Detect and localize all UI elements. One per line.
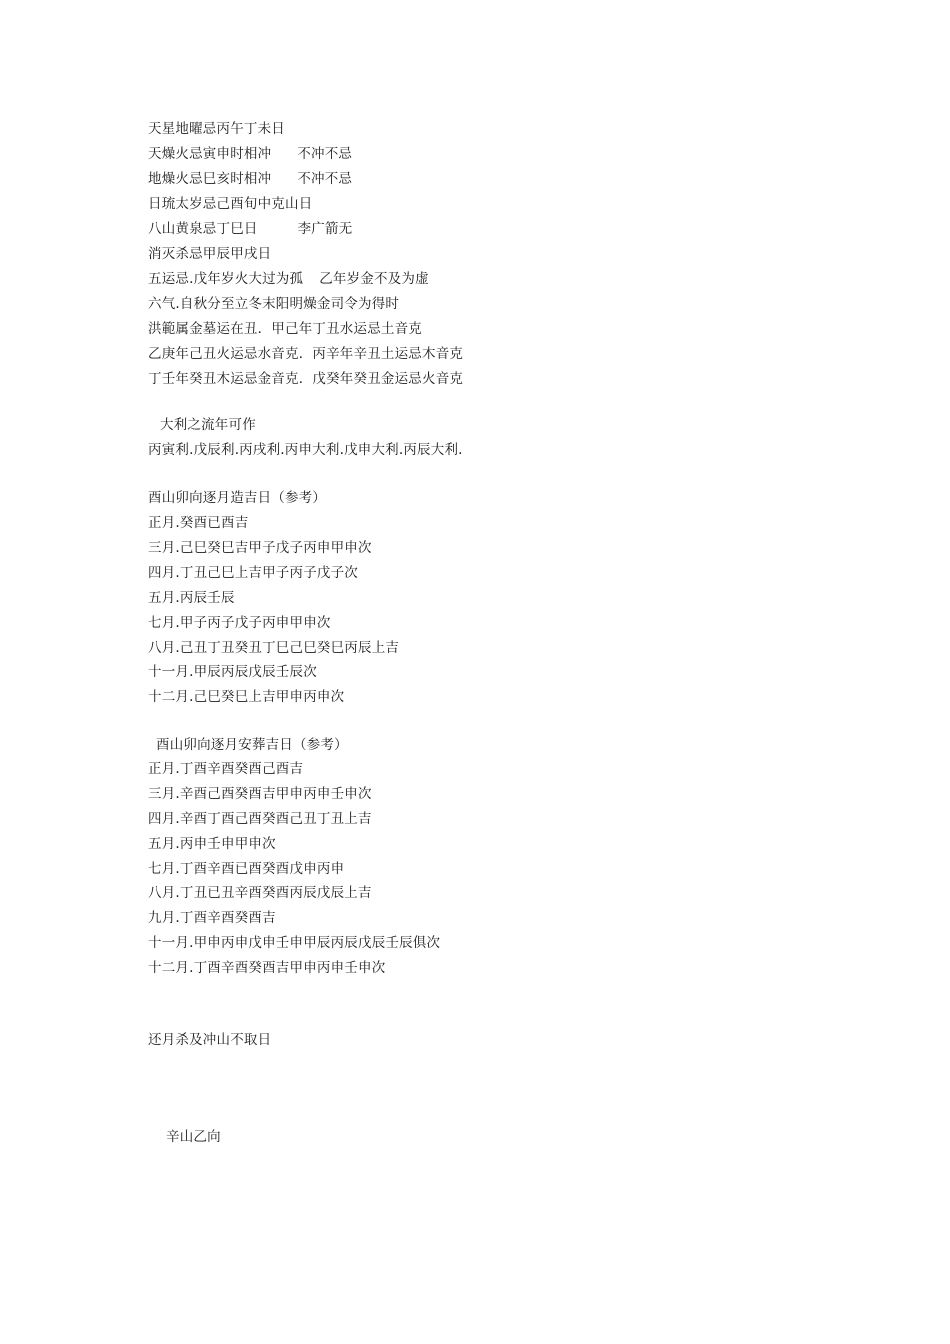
text-line: 四月.辛酉丁酉己酉癸酉己丑丁丑上吉 <box>148 811 372 827</box>
text-line <box>148 145 352 163</box>
text-line: 三月.己巳癸巳吉甲子戊子丙申甲申次 <box>148 540 372 556</box>
text-line <box>148 120 285 138</box>
text-span: 地燥火忌巳亥时相冲 <box>148 171 272 187</box>
text-line <box>148 320 422 338</box>
section-heading: 酉山卯向逐月安葬吉日（参考） <box>156 737 348 753</box>
text-line: 四月.丁丑己巳上吉甲子丙子戊子次 <box>148 565 358 581</box>
text-span: 洪範属金墓运在丑．甲己年丁丑水运忌土音克 <box>148 321 422 337</box>
text-line: 五月.丙申壬申甲申次 <box>148 836 276 852</box>
text-span: 天燥火忌寅申时相冲 <box>148 146 272 162</box>
text-span: 乙庚年己丑火运忌水音克．丙辛年辛丑土运忌木音克 <box>148 346 464 362</box>
text-line <box>148 370 463 388</box>
text-span: 不冲不忌 <box>297 171 353 187</box>
text-line: 十二月.己巳癸巳上吉甲申丙申次 <box>148 689 345 705</box>
text-span: 五运忌.戊年岁火大过为孤 <box>148 271 304 287</box>
text-line: 九月.丁酉辛酉癸酉吉 <box>148 910 276 926</box>
section-heading: 酉山卯向逐月造吉日（参考） <box>148 490 327 506</box>
text-span: 不冲不忌 <box>297 146 353 162</box>
text-line <box>148 270 429 288</box>
text-line: 丙寅利.戊辰利.丙戌利.丙申大利.戊申大利.丙辰大利. <box>148 442 463 458</box>
text-line: 还月杀及冲山不取日 <box>148 1032 272 1048</box>
text-line <box>148 295 399 313</box>
text-line: 十二月.丁酉辛酉癸酉吉甲申丙申壬申次 <box>148 960 386 976</box>
text-line: 八月.丁丑已丑辛酉癸酉丙辰戊辰上吉 <box>148 885 372 901</box>
text-line <box>148 195 312 213</box>
text-span: 李广箭无 <box>297 221 353 237</box>
text-line: 正月.丁酉辛酉癸酉己酉吉 <box>148 761 304 777</box>
section-heading: 大利之流年可作 <box>160 417 256 433</box>
text-line <box>148 245 271 263</box>
text-span: 乙年岁金不及为虚 <box>319 271 429 287</box>
text-line <box>148 220 352 238</box>
text-span: 丁壬年癸丑木运忌金音克．戊癸年癸丑金运忌火音克 <box>148 371 464 387</box>
text-line: 十一月.甲申丙申戊申壬申甲辰丙辰戊辰壬辰俱次 <box>148 935 441 951</box>
text-line: 七月.丁酉辛酉已酉癸酉戊申丙申 <box>148 861 345 877</box>
section-heading: 辛山乙向 <box>166 1129 221 1145</box>
text-line: 五月.丙辰壬辰 <box>148 590 235 606</box>
text-line: 十一月.甲辰丙辰戊辰壬辰次 <box>148 664 317 680</box>
text-line: 七月.甲子丙子戊子丙申甲申次 <box>148 615 331 631</box>
text-span: 消灭杀忌甲辰甲戌日 <box>148 246 272 262</box>
text-line: 八月.己丑丁丑癸丑丁巳己巳癸巳丙辰上吉 <box>148 640 400 656</box>
text-span: 八山黄泉忌丁巳日 <box>148 221 258 237</box>
text-line <box>148 345 463 363</box>
text-span: 日琉太岁忌己酉旬中克山日 <box>148 196 313 212</box>
text-line: 正月.癸酉已酉吉 <box>148 515 249 531</box>
text-span: 天星地曜忌丙午丁未日 <box>148 121 285 137</box>
text-line: 三月.辛酉己酉癸酉吉甲申丙申壬申次 <box>148 786 372 802</box>
text-line <box>148 170 352 188</box>
text-span: 六气.自秋分至立冬末阳明燥金司令为得时 <box>148 296 400 312</box>
